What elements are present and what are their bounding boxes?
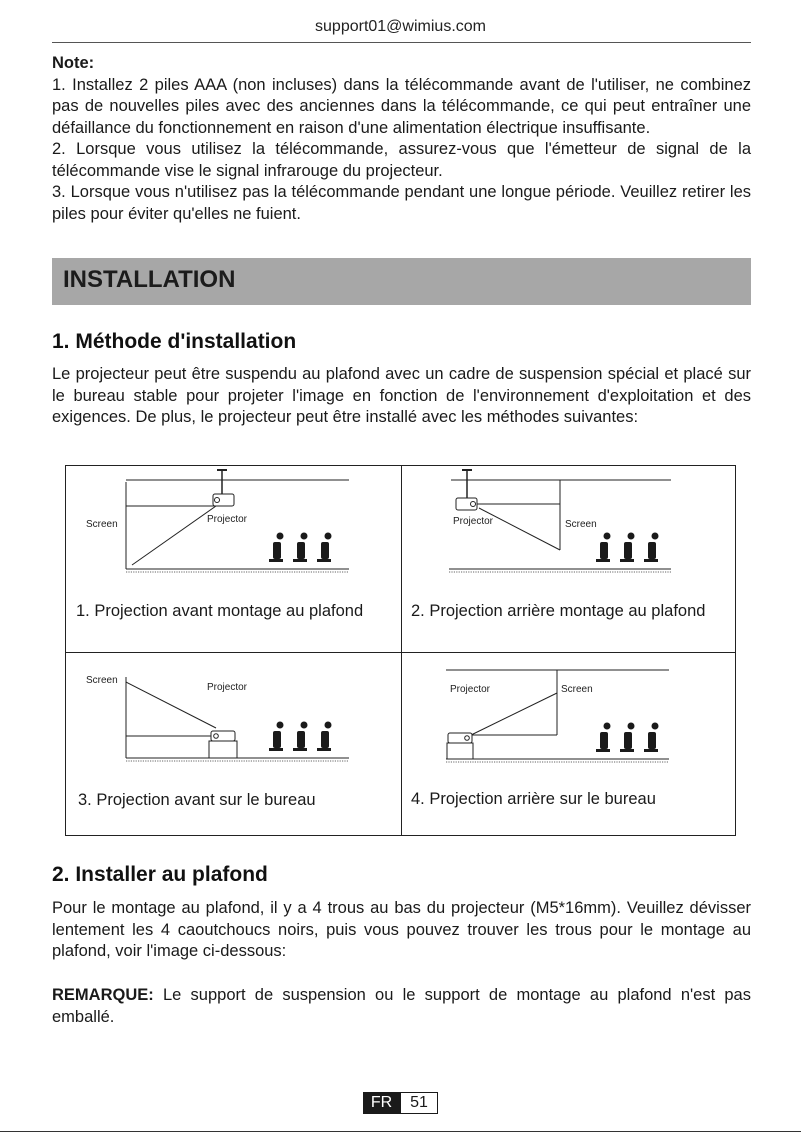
note-title: Note: [52, 54, 95, 72]
diagram-ceiling-front-illustration [66, 466, 400, 652]
diagram-caption-3: 3. Projection avant sur le bureau [78, 791, 316, 809]
remark-block [52, 985, 751, 1028]
diagram-desk-rear [401, 653, 735, 839]
section1-body: Le projecteur peut être suspendu au plafond avec un cadre de suspension spécial et placé sur le bureau stable pour projeter l'image en fonction de l'environnement d'exploitation et des exigences. De plus, le projecteur peut être installé avec les méthodes suivantes: [52, 365, 751, 426]
section-banner [52, 258, 751, 305]
diagram-caption-1: 1. Projection avant montage au plafond [76, 602, 364, 620]
diagram-desk-front [66, 653, 400, 839]
section2-title: 2. Installer au plafond [52, 863, 268, 886]
installation-diagram-grid [65, 465, 736, 836]
section1-title: 1. Méthode d'installation [52, 330, 297, 353]
header-email: support01@wimius.com [315, 18, 486, 35]
diagram-caption-2: 2. Projection arrière montage au plafond [411, 602, 706, 620]
diagram-caption-4: 4. Projection arrière sur le bureau [411, 790, 656, 808]
note-item-2: 2. Lorsque vous utilisez la télécommande, assurez-vous que l'émetteur de signal de la télécommande vise le signal infrarouge du projecteur. [52, 140, 751, 180]
diagram-ceiling-front [66, 466, 400, 652]
screen-label: Screen [565, 519, 597, 530]
language-code: FR [363, 1092, 400, 1114]
page-number: 51 [400, 1092, 438, 1114]
remark-text: Le support de suspension ou le support de montage au plafond n'est pas emballé. [52, 986, 751, 1026]
screen-label: Screen [561, 684, 593, 695]
projector-label: Projector [450, 684, 491, 695]
screen-label: Screen [86, 519, 118, 530]
remark-label: REMARQUE: [52, 986, 154, 1004]
projector-label: Projector [453, 516, 494, 527]
banner-title: INSTALLATION [63, 266, 236, 293]
diagram-ceiling-rear-illustration [401, 466, 735, 652]
note-item-3: 3. Lorsque vous n'utilisez pas la télécommande pendant une longue période. Veuillez retirer les piles pour éviter qu'elles ne fuient. [52, 183, 751, 223]
header-divider [52, 42, 751, 43]
screen-label: Screen [86, 675, 118, 686]
projector-label: Projector [207, 514, 248, 525]
footer-divider [0, 1131, 801, 1132]
section2-body: Pour le montage au plafond, il y a 4 trous au bas du projecteur (M5*16mm). Veuillez dévisser lentement les 4 caoutchoucs noirs, puis vous pouvez trouver les trous pour le montage au plafond, voir l'image ci-dessous: [52, 899, 751, 960]
diagram-ceiling-rear [401, 466, 735, 652]
note-block [52, 53, 751, 225]
projector-label: Projector [207, 682, 248, 693]
page-number-badge [363, 1092, 438, 1114]
note-item-1: 1. Installez 2 piles AAA (non incluses) dans la télécommande avant de l'utiliser, ne combinez pas de nouvelles piles avec des anciennes dans la télécommande, ce qui peut entraîner une défaillance du fonctionnement en raison d'une alimentation électrique insuffisante. [52, 75, 751, 137]
